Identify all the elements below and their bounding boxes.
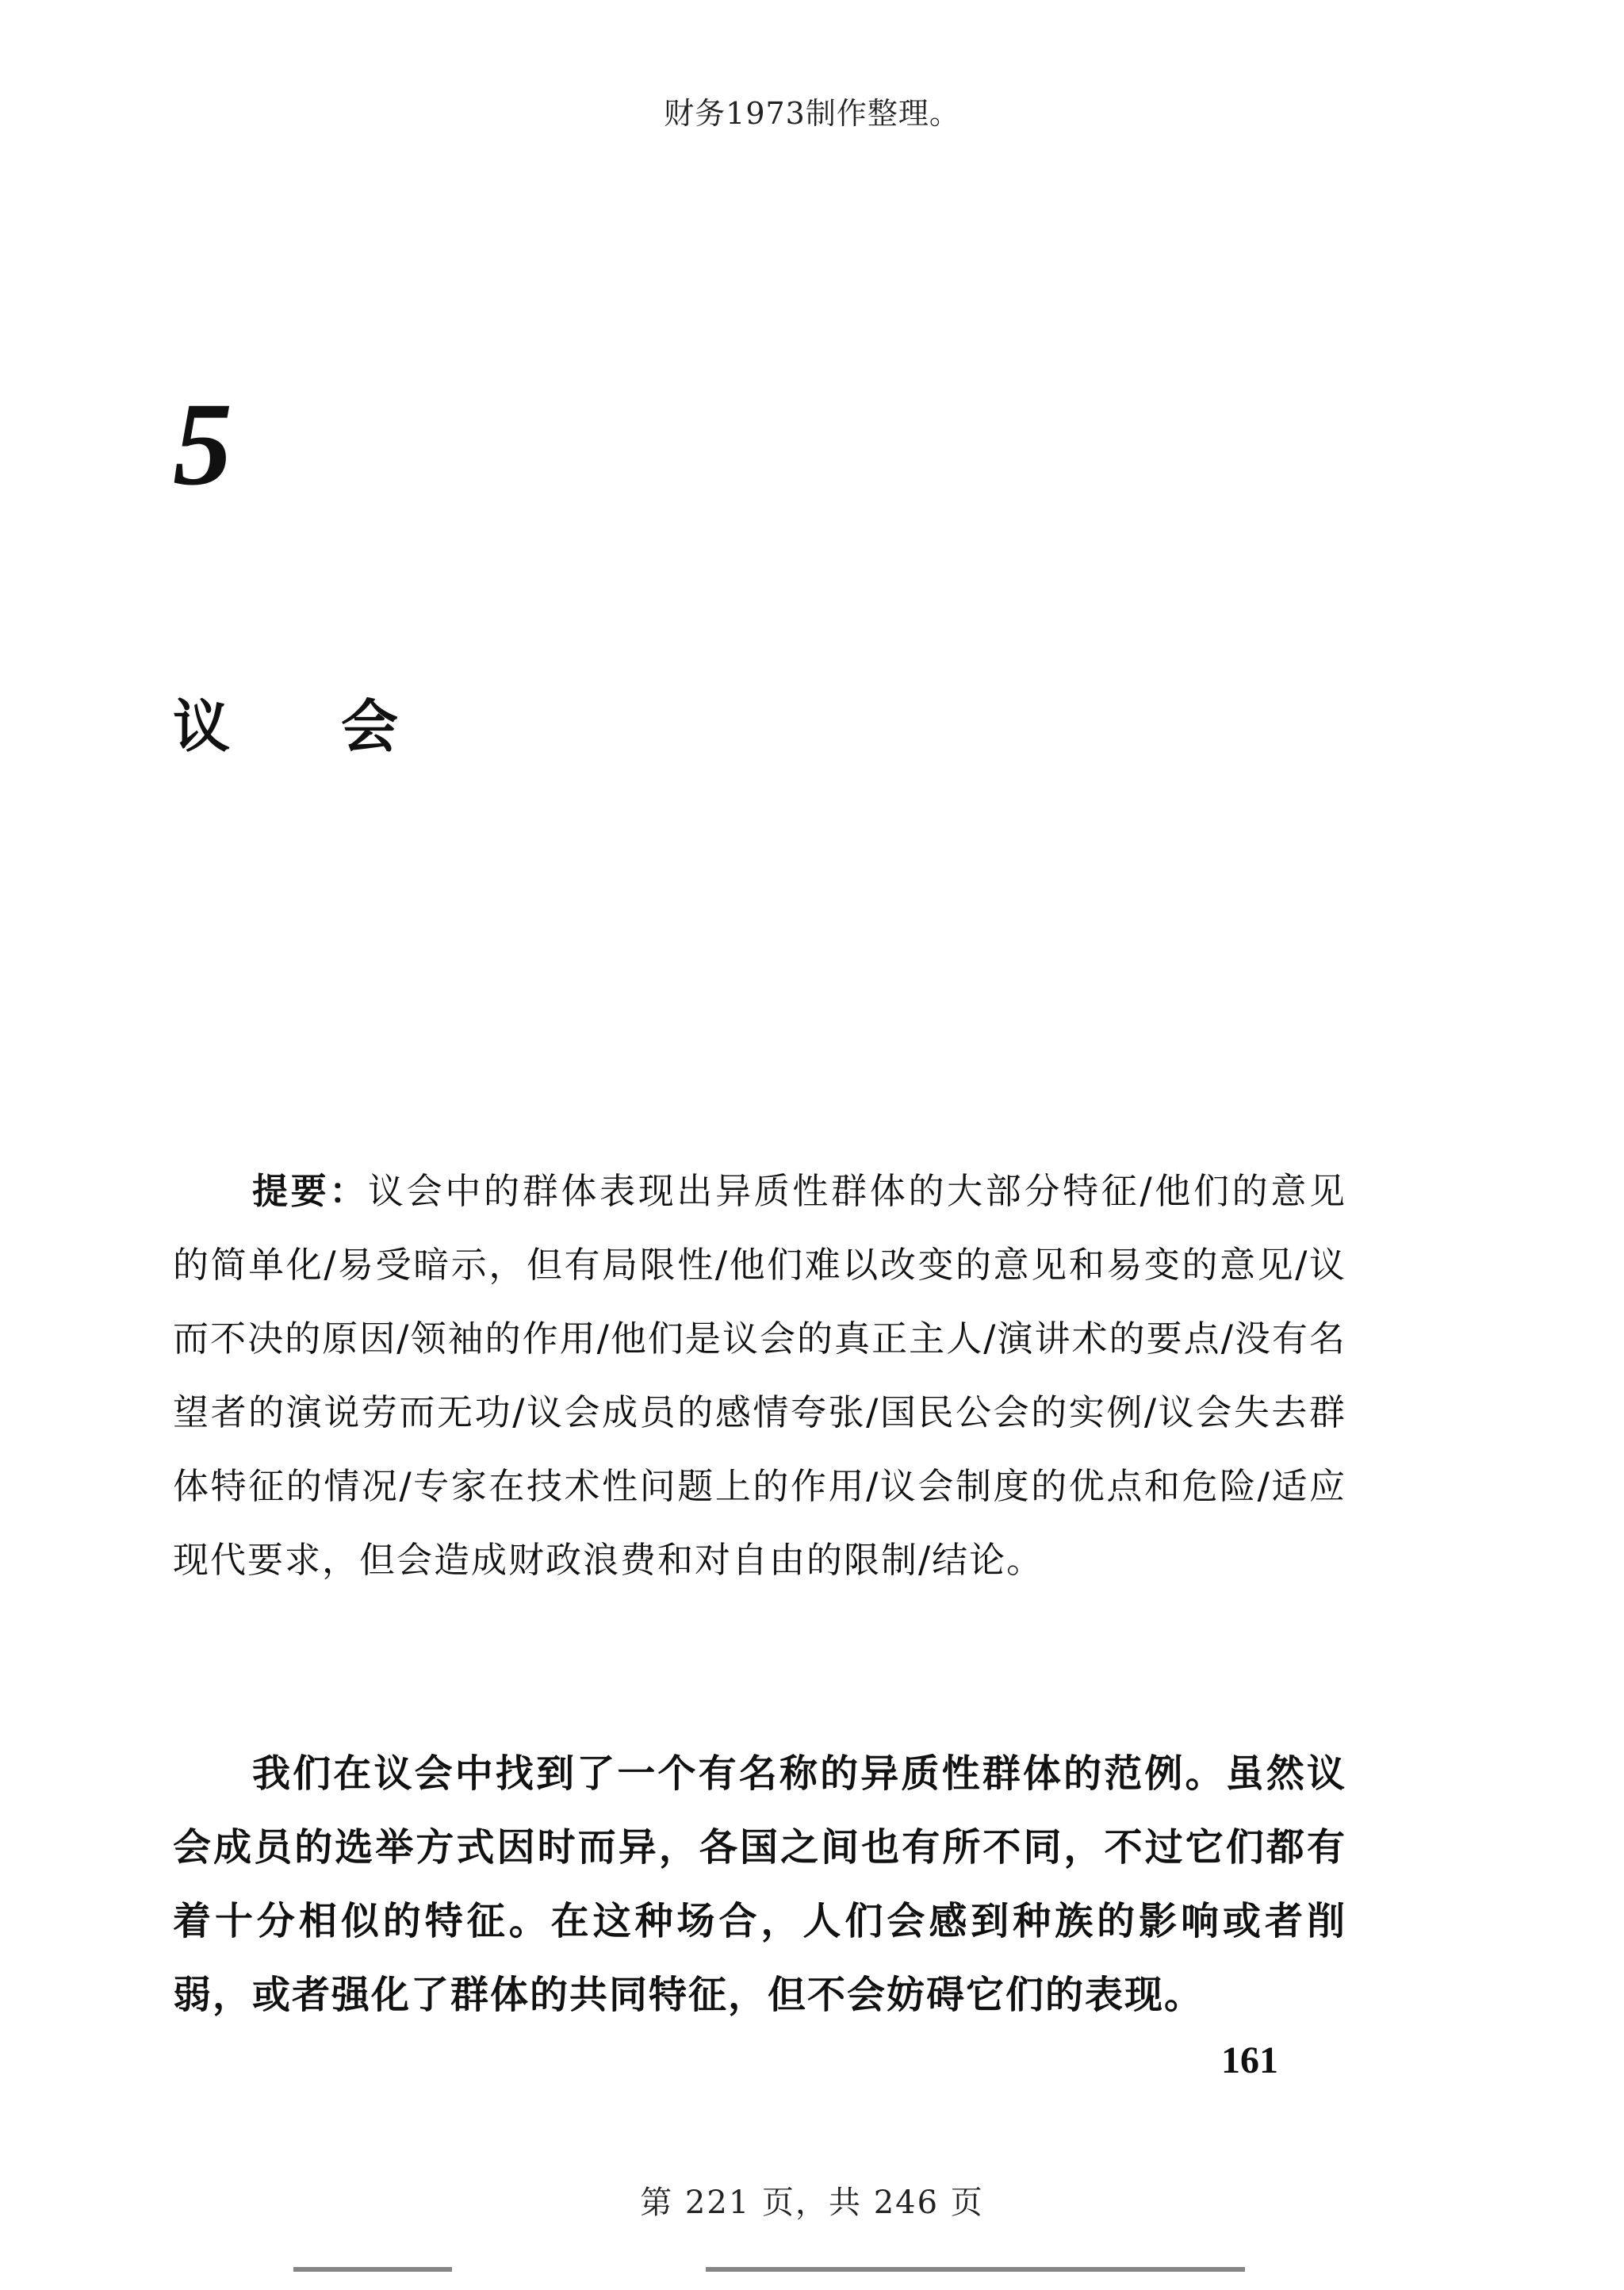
page-number: 161 bbox=[1221, 2039, 1278, 2081]
chapter-number: 5 bbox=[173, 378, 232, 510]
summary-label: 提要： bbox=[252, 1170, 369, 1212]
header-watermark: 财务1973制作整理。 bbox=[664, 96, 960, 131]
chapter-title: 议会 bbox=[173, 693, 510, 760]
body-paragraph: 我们在议会中找到了一个有名称的异质性群体的范例。虽然议会成员的选举方式因时而异，各国之间也有所不同，不过它们都有着十分相似的特征。在这种场合，人们会感到种族的影响或者削弱，或者强化了群体的共同特征，但不会妨碍它们的表现。 bbox=[173, 1751, 1346, 2017]
scan-artifact-right bbox=[706, 2267, 1245, 2272]
chapter-summary bbox=[173, 1154, 1346, 1597]
scan-artifact-left bbox=[293, 2267, 452, 2272]
summary-text: 议会中的群体表现出异质性群体的大部分特征/他们的意见的简单化/易受暗示，但有局限性/他们难以改变的意见和易变的意见/议而不决的原因/领袖的作用/他们是议会的真正主人/演讲术的要点/没有名望者的演说劳而无功/议会成员的感情夸张/国民公会的实例/议会失去群体特征的情况/专家在技术性问题上的作用/议会制度的优点和危险/适应现代要求，但会造成财政浪费和对自由的限制/结论。 bbox=[173, 1170, 1346, 1581]
pdf-page-counter: 第 221 页，共 246 页 bbox=[640, 2185, 984, 2221]
